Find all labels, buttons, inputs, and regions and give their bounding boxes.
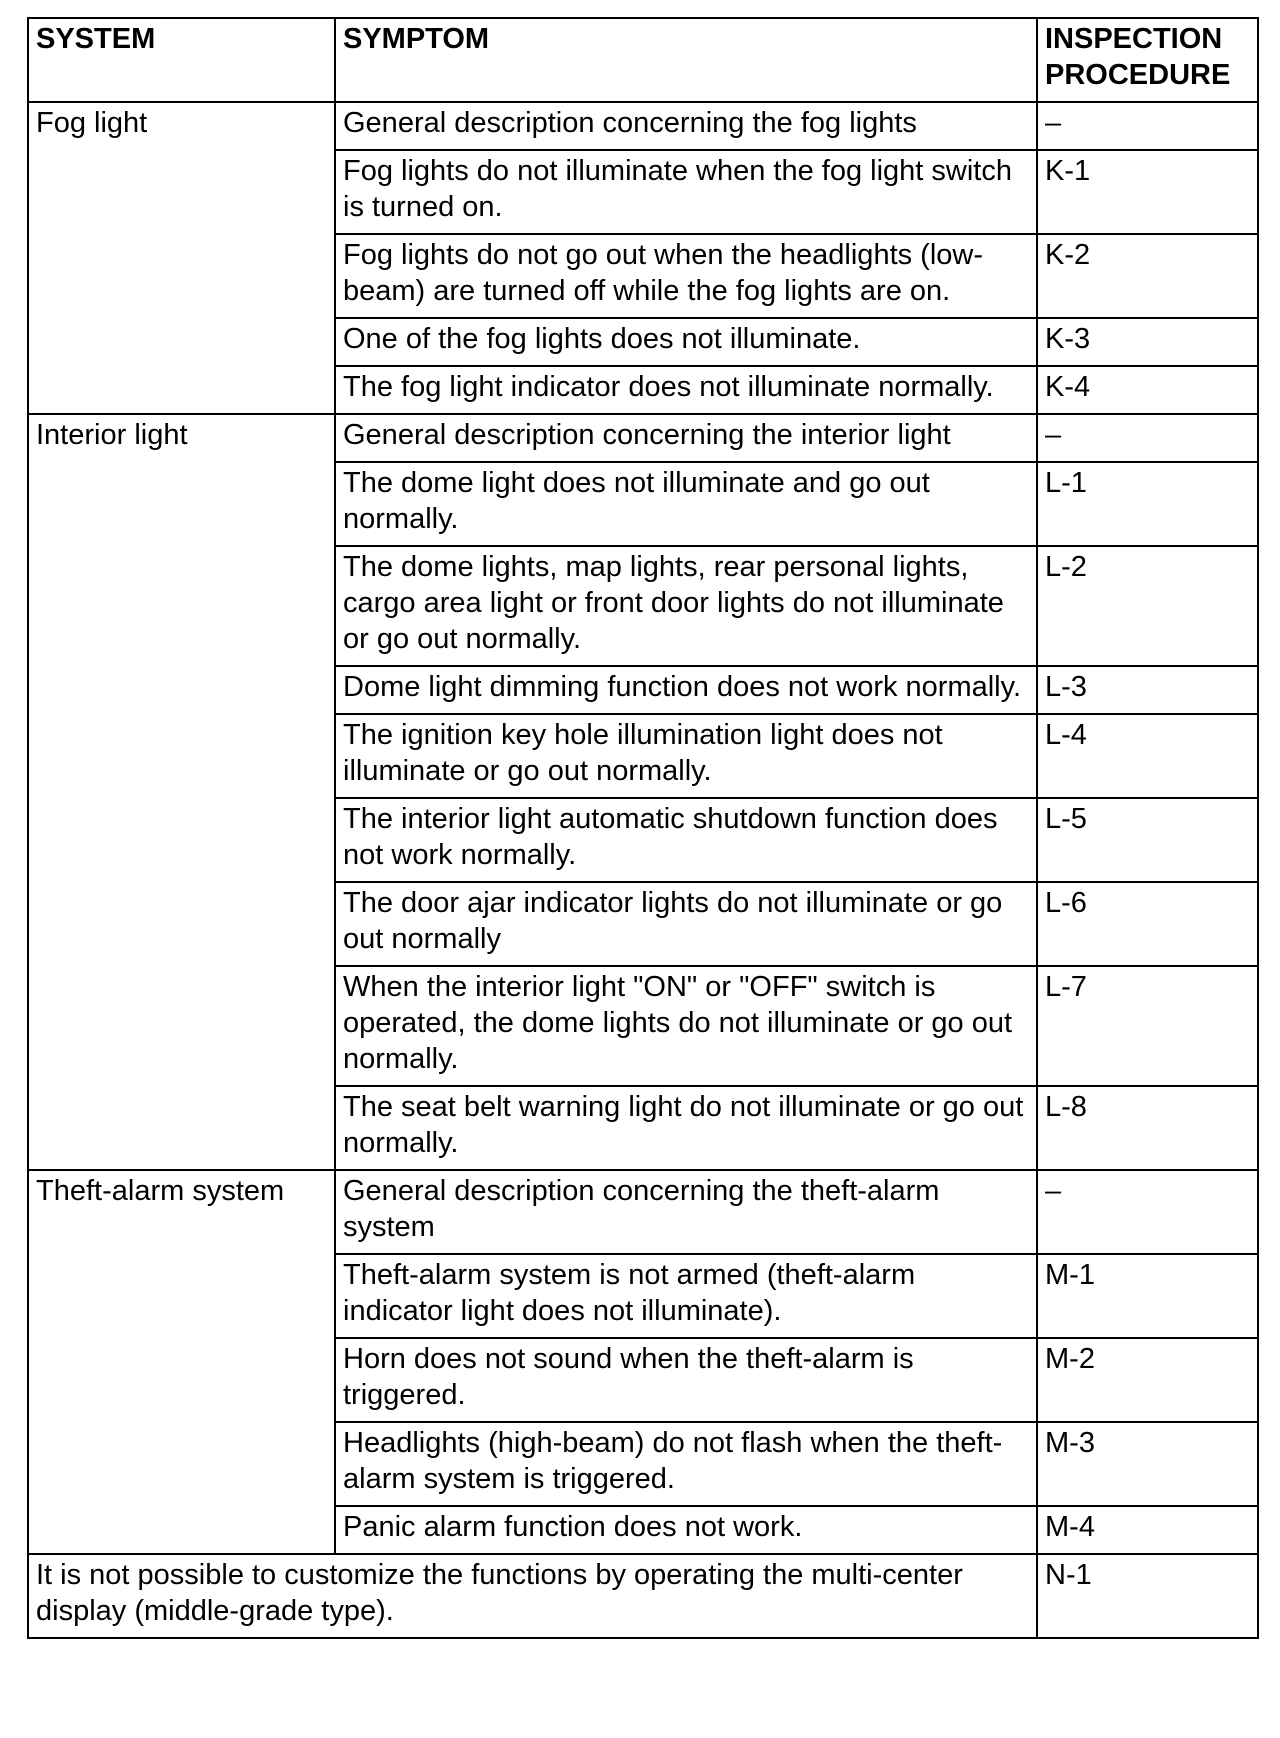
procedure-cell: M-4	[1037, 1506, 1258, 1554]
symptom-cell: Dome light dimming function does not work normally.	[335, 666, 1037, 714]
table-body	[28, 102, 1258, 1638]
symptom-cell: The fog light indicator does not illuminate normally.	[335, 366, 1037, 414]
symptom-cell: Panic alarm function does not work.	[335, 1506, 1037, 1554]
procedure-cell: L-7	[1037, 966, 1258, 1086]
symptom-cell: Horn does not sound when the theft-alarm is triggered.	[335, 1338, 1037, 1422]
symptom-cell: When the interior light "ON" or "OFF" switch is operated, the dome lights do not illuminate or go out normally.	[335, 966, 1037, 1086]
header-symptom: SYMPTOM	[335, 18, 1037, 102]
troubleshooting-table	[27, 17, 1259, 1639]
symptom-cell: Headlights (high-beam) do not flash when the theft-alarm system is triggered.	[335, 1422, 1037, 1506]
table-row	[28, 1554, 1258, 1638]
table-row	[28, 414, 1258, 462]
symptom-cell: The ignition key hole illumination light does not illuminate or go out normally.	[335, 714, 1037, 798]
symptom-cell: Theft-alarm system is not armed (theft-alarm indicator light does not illuminate).	[335, 1254, 1037, 1338]
procedure-cell: M-1	[1037, 1254, 1258, 1338]
procedure-cell: M-2	[1037, 1338, 1258, 1422]
procedure-cell: L-2	[1037, 546, 1258, 666]
system-cell: Interior light	[28, 414, 335, 1170]
procedure-cell: L-4	[1037, 714, 1258, 798]
header-procedure: INSPECTION PROCEDURE	[1037, 18, 1258, 102]
system-cell: Theft-alarm system	[28, 1170, 335, 1554]
procedure-cell: L-1	[1037, 462, 1258, 546]
procedure-cell: L-3	[1037, 666, 1258, 714]
procedure-cell: –	[1037, 1170, 1258, 1254]
procedure-cell: K-1	[1037, 150, 1258, 234]
procedure-cell: –	[1037, 102, 1258, 150]
symptom-cell-wide: It is not possible to customize the functions by operating the multi-center display (middle-grade type).	[28, 1554, 1037, 1638]
symptom-cell: The door ajar indicator lights do not illuminate or go out normally	[335, 882, 1037, 966]
table-row	[28, 102, 1258, 150]
symptom-cell: Fog lights do not illuminate when the fog light switch is turned on.	[335, 150, 1037, 234]
symptom-cell: Fog lights do not go out when the headlights (low-beam) are turned off while the fog lights are on.	[335, 234, 1037, 318]
procedure-cell: K-2	[1037, 234, 1258, 318]
symptom-cell: General description concerning the interior light	[335, 414, 1037, 462]
procedure-cell: L-8	[1037, 1086, 1258, 1170]
header-system: SYSTEM	[28, 18, 335, 102]
procedure-cell: K-4	[1037, 366, 1258, 414]
procedure-cell: L-5	[1037, 798, 1258, 882]
procedure-cell: K-3	[1037, 318, 1258, 366]
symptom-cell: General description concerning the fog lights	[335, 102, 1037, 150]
header-row	[28, 18, 1258, 102]
symptom-cell: One of the fog lights does not illuminate.	[335, 318, 1037, 366]
symptom-cell: The dome lights, map lights, rear personal lights, cargo area light or front door lights do not illuminate or go out normally.	[335, 546, 1037, 666]
symptom-cell: General description concerning the theft-alarm system	[335, 1170, 1037, 1254]
procedure-cell: N-1	[1037, 1554, 1258, 1638]
system-cell: Fog light	[28, 102, 335, 414]
procedure-cell: –	[1037, 414, 1258, 462]
table-row	[28, 1170, 1258, 1254]
symptom-cell: The dome light does not illuminate and go out normally.	[335, 462, 1037, 546]
symptom-cell: The seat belt warning light do not illuminate or go out normally.	[335, 1086, 1037, 1170]
table-header	[28, 18, 1258, 102]
procedure-cell: L-6	[1037, 882, 1258, 966]
symptom-cell: The interior light automatic shutdown function does not work normally.	[335, 798, 1037, 882]
procedure-cell: M-3	[1037, 1422, 1258, 1506]
